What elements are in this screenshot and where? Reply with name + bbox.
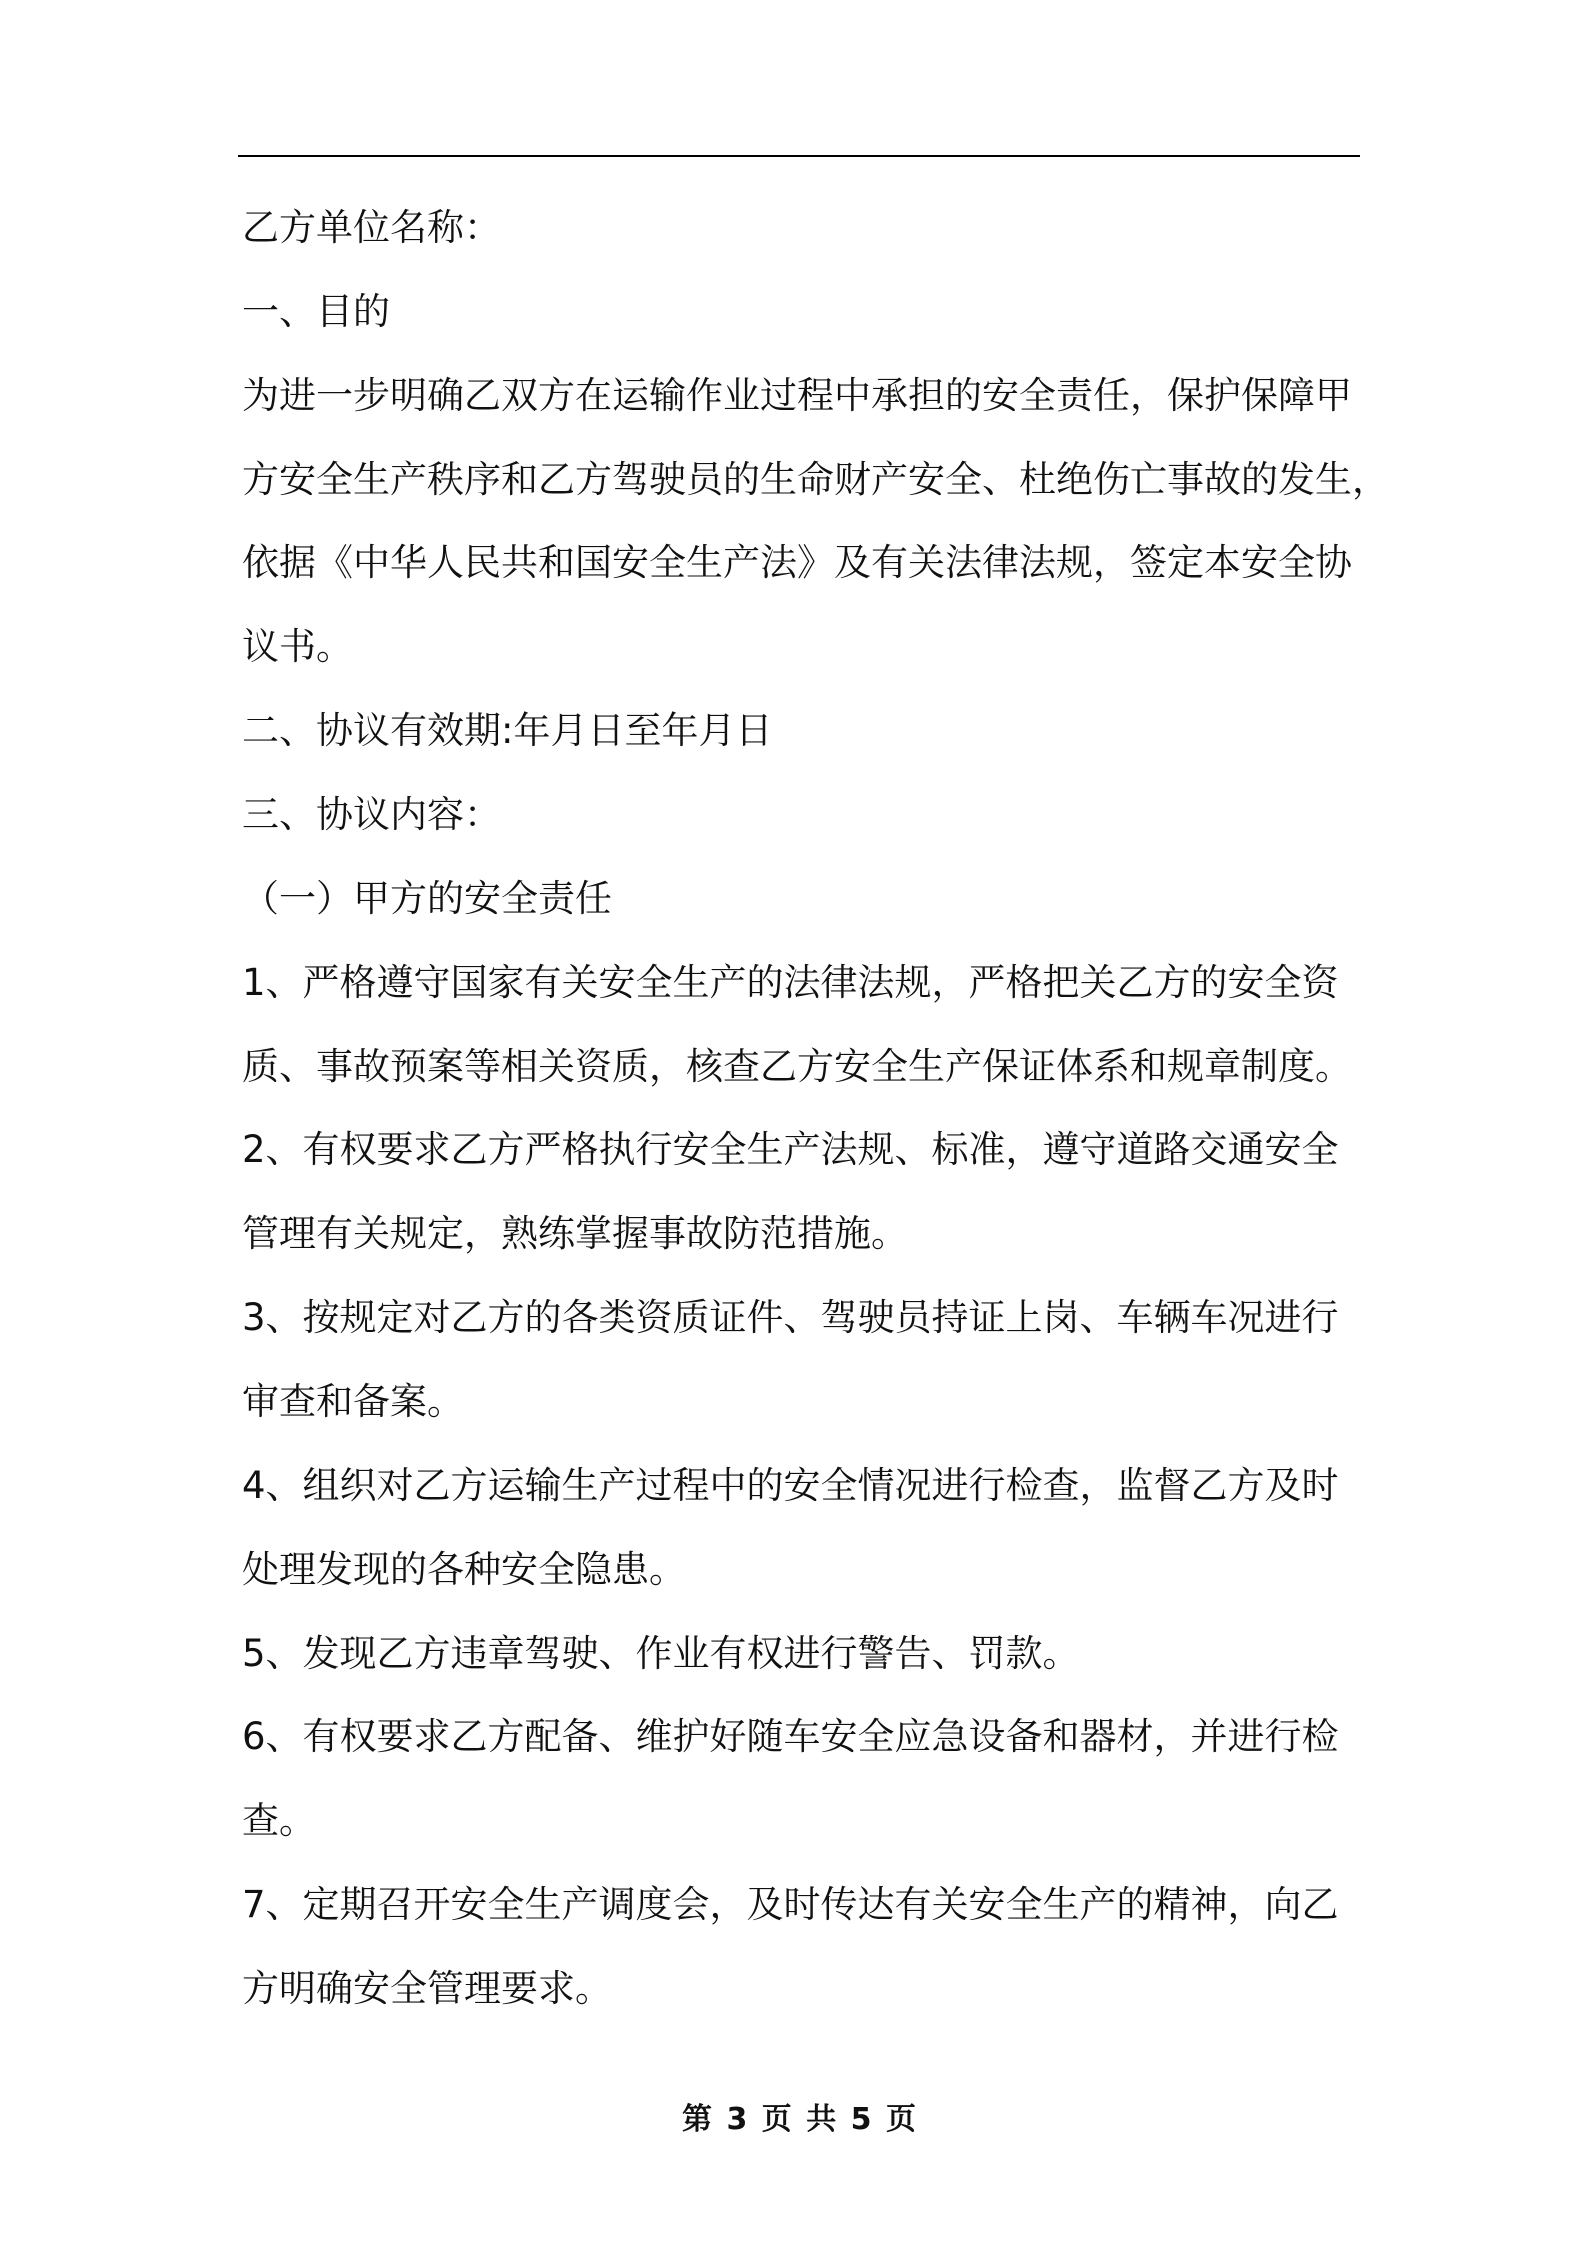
header-rule bbox=[238, 155, 1360, 157]
clause-5-line: 5、发现乙方违章驾驶、作业有权进行警告、罚款。 bbox=[242, 1631, 1080, 1675]
party-b-name-label: 乙方单位名称： bbox=[242, 206, 501, 249]
purpose-paragraph-line: 为进一步明确乙双方在运输作业过程中承担的安全责任，保护保障甲 bbox=[242, 373, 1352, 417]
page-number-footer: 第 3 页 共 5 页 bbox=[682, 2102, 916, 2137]
clause-3-line: 审查和备案。 bbox=[242, 1380, 464, 1424]
clause-1-line: 1、严格遵守国家有关安全生产的法律法规，严格把关乙方的安全资 bbox=[242, 960, 1339, 1004]
clause-7-line: 方明确安全管理要求。 bbox=[242, 1967, 612, 2011]
purpose-paragraph-line: 议书。 bbox=[242, 625, 353, 669]
document-body bbox=[242, 186, 1542, 2031]
clause-6-line: 查。 bbox=[242, 1799, 316, 1843]
subsection-heading-party-a: （一）甲方的安全责任 bbox=[242, 876, 612, 920]
clause-2-line: 2、有权要求乙方严格执行安全生产法规、标准，遵守道路交通安全 bbox=[242, 1128, 1339, 1172]
clause-2-line: 管理有关规定，熟练掌握事故防范措施。 bbox=[242, 1212, 908, 1256]
clause-4-line: 4、组织对乙方运输生产过程中的安全情况进行检查，监督乙方及时 bbox=[242, 1463, 1339, 1507]
section-heading-validity: 二、协议有效期:年月日至年月日 bbox=[242, 709, 773, 753]
section-heading-purpose: 一、目的 bbox=[242, 289, 390, 333]
clause-6-line: 6、有权要求乙方配备、维护好随车安全应急设备和器材，并进行检 bbox=[242, 1715, 1339, 1759]
section-heading-content: 三、协议内容： bbox=[242, 793, 501, 837]
clause-4-line: 处理发现的各种安全隐患。 bbox=[242, 1547, 686, 1591]
purpose-paragraph-line: 方安全生产秩序和乙方驾驶员的生命财产安全、杜绝伤亡事故的发生， bbox=[242, 457, 1389, 501]
clause-3-line: 3、按规定对乙方的各类资质证件、驾驶员持证上岗、车辆车况进行 bbox=[242, 1296, 1339, 1340]
clause-1-line: 质、事故预案等相关资质，核查乙方安全生产保证体系和规章制度。 bbox=[242, 1044, 1352, 1088]
clause-7-line: 7、定期召开安全生产调度会，及时传达有关安全生产的精神，向乙 bbox=[242, 1883, 1339, 1927]
purpose-paragraph-line: 依据《中华人民共和国安全生产法》及有关法律法规，签定本安全协 bbox=[242, 541, 1352, 585]
